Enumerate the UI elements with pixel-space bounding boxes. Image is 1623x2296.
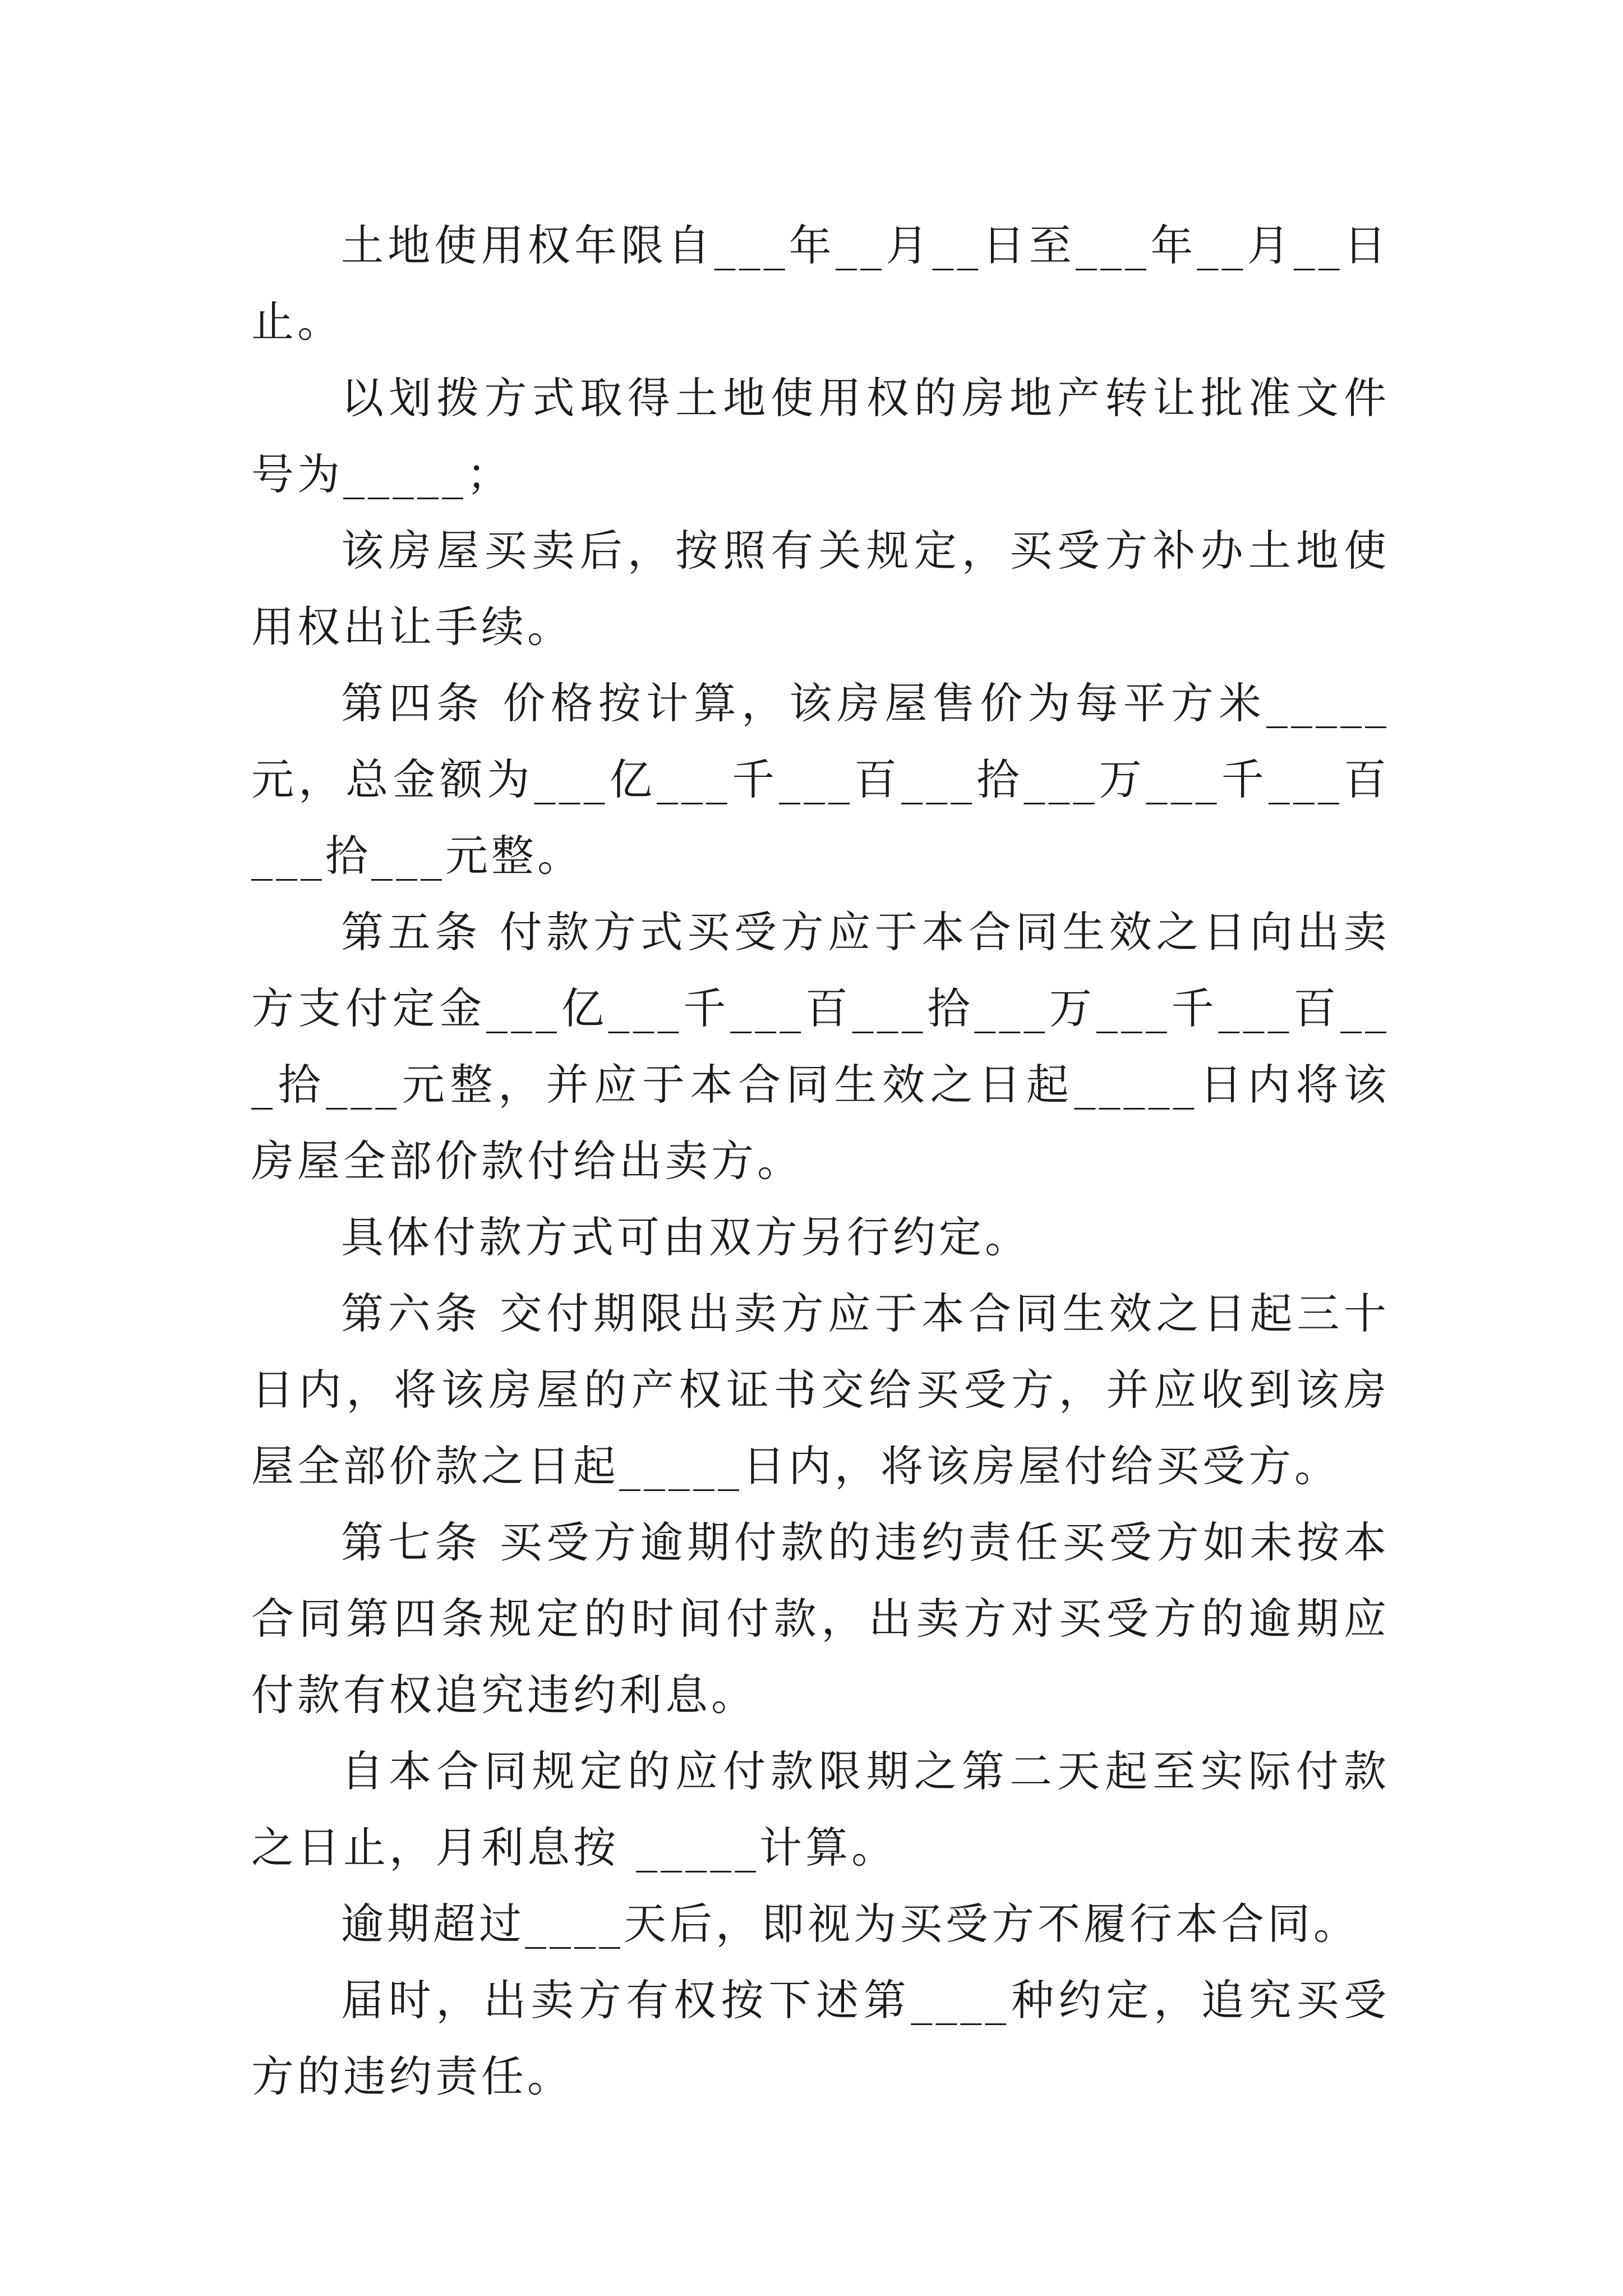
paragraph-approval-number: 以划拨方式取得土地使用权的房地产转让批准文件号为_____； (251, 373, 1390, 499)
paragraph-overdue-days: 逾期超过____天后，即视为买受方不履行本合同。 (341, 1899, 1359, 1949)
paragraph-land-use-term: 土地使用权年限自___年__月__日至___年__月__日止。 (251, 220, 1390, 347)
paragraph-article-6-delivery: 第六条 交付期限出卖方应于本合同生效之日起三十日内，将该房屋的产权证书交给买受方，并应收到该房屋全部价款之日起_____日内，将该房屋付给买受方。 (251, 1289, 1390, 1491)
document-body (251, 208, 1390, 2115)
paragraph-monthly-interest: 自本合同规定的应付款限期之第二天起至实际付款之日止，月利息按 _____计算。 (251, 1746, 1390, 1872)
paragraph-article-4-price: 第四条 价格按计算，该房屋售价为每平方米_____元，总金额为___亿___千___百___拾___万___千___百___拾___元整。 (251, 678, 1390, 881)
paragraph-land-transfer-procedures: 该房屋买卖后，按照有关规定，买受方补办土地使用权出让手续。 (251, 526, 1390, 652)
paragraph-liability-option: 届时，出卖方有权按下述第____种约定，追究买受方的违约责任。 (251, 1975, 1390, 2101)
paragraph-payment-method-agreement: 具体付款方式可由双方另行约定。 (341, 1212, 1031, 1262)
paragraph-article-7-late-payment: 第七条 买受方逾期付款的违约责任买受方如未按本合同第四条规定的时间付款，出卖方对买受方的逾期应付款有权追究违约利息。 (251, 1517, 1390, 1720)
paragraph-article-5-payment: 第五条 付款方式买受方应于本合同生效之日向出卖方支付定金___亿___千___百___拾___万___千___百___拾___元整，并应于本合同生效之日起_____日内将该房屋全部价款付给出卖方。 (251, 907, 1390, 1186)
